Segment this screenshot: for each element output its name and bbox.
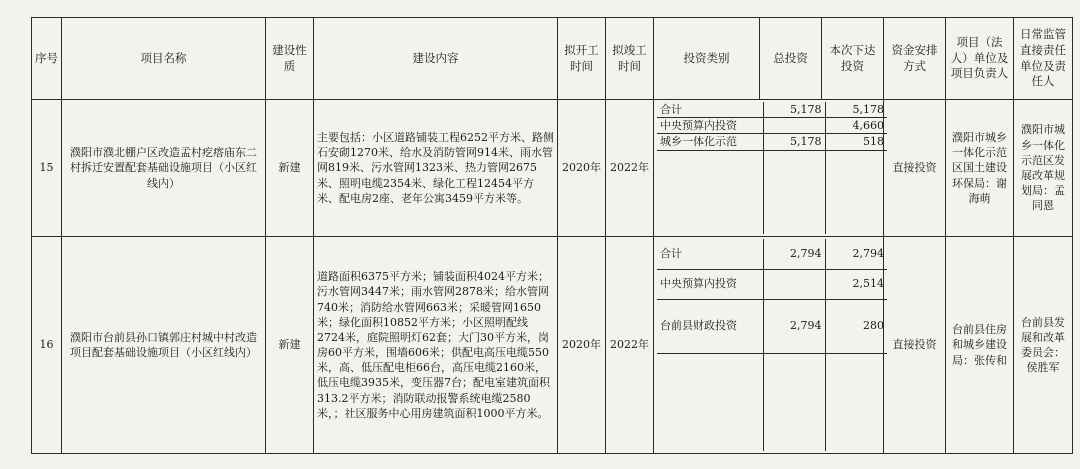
inv-issued: 4,660 [825,118,887,134]
row-content: 主要包括：小区道路铺装工程6252平方米、路侧石安砌1270米、给水及消防管网914米、雨水管网819米、污水管网1323米、热力管网2675米、照明电缆2354米、绿化工程12454平方米、配电房2座、老年公寓3459平方米等。 [314,100,558,237]
row-end: 2022年 [606,100,654,237]
investment-line [657,102,887,118]
header-end: 拟竣工时间 [606,18,654,100]
inv-type: 城乡一体化示范 [657,134,763,150]
investment-line [657,269,887,299]
investment-line [657,118,887,134]
project-table [31,17,1073,454]
header-supervisor: 日常监管直接责任单位及责任人 [1014,18,1073,100]
inv-type: 中央预算内投资 [657,118,763,134]
inv-total: 5,178 [763,134,825,150]
header-issued: 本次下达投资 [822,18,884,100]
inv-issued: 280 [825,299,887,353]
table-row [32,100,1073,237]
inv-type: 中央预算内投资 [657,269,763,299]
header-nature: 建设性质 [266,18,314,100]
inv-issued: 5,178 [825,102,887,118]
header-no: 序号 [32,18,62,100]
investment-line [657,134,887,150]
header-inv-type: 投资类别 [654,18,760,100]
header-funding: 资金安排方式 [884,18,946,100]
row-start: 2020年 [558,237,606,454]
investment-block [654,237,884,454]
row-owner: 台前县住房和城乡建设局：张传和 [946,237,1014,454]
header-row [32,18,1073,100]
header-owner: 项目（法人）单位及项目负责人 [946,18,1014,100]
inv-type: 台前县财政投资 [657,299,763,353]
row-content: 道路面积6375平方米；铺装面积4024平方米；污水管网3447米；雨水管网2878米；给水管网740米；消防给水管网663米；采暖管网1650米；绿化面积10852平方米；小区照明配线2724米，庭院照明灯62套；大门30平方米，岗房60平方米，围墙606米；供配电高压电缆550米，高、低压配电柜66台，高压电缆2160米，低压电缆3935米，变压器7台；配电室建筑面积313.2平方米；消防联动报警系统电缆2580米，；社区服务中心用房建筑面积1000平方米。 [314,237,558,454]
inv-total [763,118,825,134]
row-start: 2020年 [558,100,606,237]
row-funding: 直接投资 [884,237,946,454]
header-name: 项目名称 [62,18,266,100]
inv-total: 2,794 [763,239,825,269]
table-row [32,237,1073,454]
row-nature: 新建 [266,100,314,237]
investment-blank [657,150,887,234]
row-nature: 新建 [266,237,314,454]
row-funding: 直接投资 [884,100,946,237]
inv-total: 5,178 [763,102,825,118]
inv-issued: 518 [825,134,887,150]
inv-issued: 2,794 [825,239,887,269]
investment-line [657,239,887,269]
row-supervisor: 濮阳市城乡一体化示范区发展改革规划局：孟同恩 [1014,100,1073,237]
inv-total: 2,794 [763,299,825,353]
header-content: 建设内容 [314,18,558,100]
header-total: 总投资 [760,18,822,100]
row-project-name: 濮阳市台前县孙口镇郭庄村城中村改造项目配套基础设施项目（小区红线内） [62,237,266,454]
row-owner: 濮阳市城乡一体化示范区国土建设环保局：谢海萌 [946,100,1014,237]
row-supervisor: 台前县发展和改革委员会：侯胜军 [1014,237,1073,454]
row-project-name: 濮阳市濮北棚户区改造孟村疙瘩庙东二村拆迁安置配套基础设施项目（小区红线内） [62,100,266,237]
inv-type: 合计 [657,239,763,269]
investment-line [657,299,887,353]
inv-type: 合计 [657,102,763,118]
inv-issued: 2,514 [825,269,887,299]
inv-total [763,269,825,299]
row-no: 15 [32,100,62,237]
header-start: 拟开工时间 [558,18,606,100]
row-no: 16 [32,237,62,454]
investment-blank [657,353,887,451]
investment-subtable [657,239,887,451]
row-end: 2022年 [606,237,654,454]
investment-block [654,100,884,237]
investment-subtable [657,102,887,234]
